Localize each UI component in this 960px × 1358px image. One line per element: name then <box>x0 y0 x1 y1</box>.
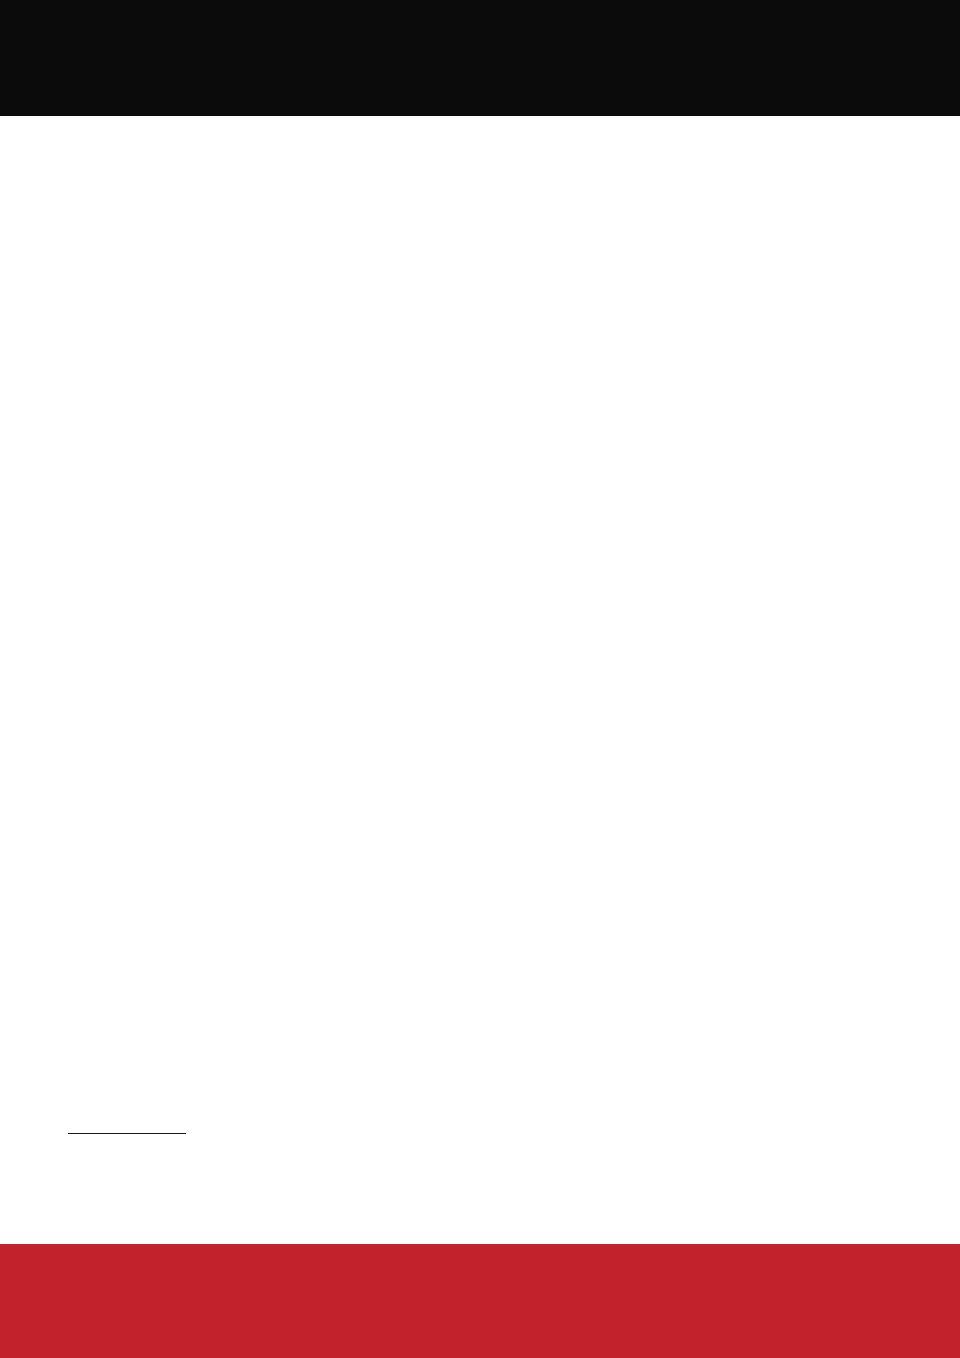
sample-share-chart <box>460 838 950 1158</box>
footnote-rule <box>68 1133 186 1134</box>
response-rate-chart <box>460 520 950 820</box>
binary-header-band <box>0 0 960 116</box>
binary-footer-band <box>0 1244 960 1358</box>
